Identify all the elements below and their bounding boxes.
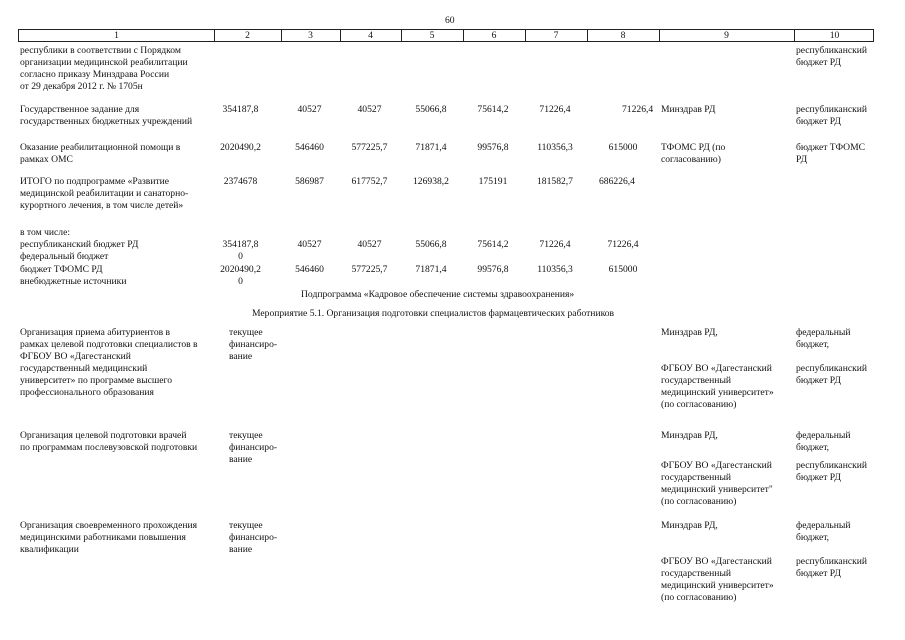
header-col-2: 2: [245, 30, 250, 41]
row-7-description: Организация своевременного прохождения: [20, 520, 198, 531]
row-7-executor: медицинский университет»: [661, 580, 774, 591]
breakdown-rep-col-3: 40527: [297, 239, 322, 250]
breakdown-rep-col-8: 71226,4: [607, 239, 639, 250]
breakdown-tfoms-col-6: 99576,8: [477, 264, 509, 275]
row-7-executor: (по согласованию): [661, 592, 737, 603]
row-7-description: квалификации: [20, 544, 79, 555]
header-col-3: 3: [308, 30, 313, 41]
row-4-col-4: 617752,7: [351, 176, 388, 187]
row-3-executor: ТФОМС РД (по: [661, 142, 726, 153]
row-3-col-4: 577225,7: [351, 142, 388, 153]
row-5-description: Организация приема абитуриентов в: [20, 327, 171, 338]
row-3-col-5: 71871,4: [415, 142, 447, 153]
row-6-executor: ФГБОУ ВО «Дагестанский: [661, 460, 772, 471]
breakdown-label: бюджет ТФОМС РД: [20, 264, 103, 275]
row-6-funding: вание: [229, 454, 253, 465]
subprogram-title: Подпрограмма «Кадровое обеспечение системы здравоохранения»: [301, 289, 575, 300]
breakdown-fed-col-2: 0: [238, 251, 243, 262]
row-1-source: бюджет РД: [796, 57, 841, 68]
breakdown-label: в том числе:: [20, 227, 71, 238]
row-6-executor: медицинский университет": [661, 484, 773, 495]
row-7-executor: ФГБОУ ВО «Дагестанский: [661, 556, 772, 567]
row-5-funding: вание: [229, 351, 253, 362]
row-1-line: от 29 декабря 2012 г. № 1705н: [20, 81, 143, 92]
row-7-funding: финансиро-: [229, 532, 278, 543]
row-4-col-7: 181582,7: [537, 176, 573, 187]
header-col-4: 4: [368, 30, 373, 41]
row-6-source: республиканский: [796, 460, 868, 471]
row-4-col-5: 126938,2: [413, 176, 449, 187]
row-6-executor: (по согласованию): [661, 496, 737, 507]
row-3-executor: согласованию): [661, 154, 721, 165]
breakdown-rep-col-5: 55066,8: [415, 239, 447, 250]
row-4-col-6: 175191: [478, 176, 508, 187]
row-6-funding: текущее: [229, 430, 263, 441]
row-4-col-3: 586987: [295, 176, 324, 187]
row-4-description: медицинской реабилитации и санаторно-: [20, 188, 189, 199]
row-7-source: бюджет РД: [796, 568, 841, 579]
row-5-description: государственный медицинский: [20, 363, 148, 374]
row-5-executor: медицинский университет»: [661, 387, 774, 398]
row-3-col-8: 615000: [608, 142, 638, 153]
breakdown-tfoms-col-2: 2020490,2: [220, 264, 261, 275]
row-6-source: бюджет РД: [796, 472, 841, 483]
row-2-col-7: 71226,4: [539, 104, 571, 115]
header-col-7: 7: [553, 30, 559, 41]
row-5-source: федеральный: [796, 327, 851, 338]
row-4-col-8: 686226,4: [599, 176, 635, 187]
row-7-funding: вание: [229, 544, 253, 555]
header-col-9: 9: [724, 30, 729, 41]
row-3-col-6: 99576,8: [477, 142, 509, 153]
row-7-source: федеральный: [796, 520, 851, 531]
header-col-5: 5: [429, 30, 435, 41]
row-2-col-5: 55066,8: [415, 104, 447, 115]
row-5-source: бюджет РД: [796, 375, 841, 386]
row-4-description: курортного лечения, в том числе детей»: [20, 200, 184, 211]
breakdown-tfoms-col-8: 615000: [608, 264, 638, 275]
row-2-col-8: 71226,4: [622, 104, 654, 115]
row-6-description: по программам послевузовской подготовки: [20, 442, 198, 453]
row-5-description: ФГБОУ ВО «Дагестанский: [20, 351, 131, 362]
breakdown-rep-col-6: 75614,2: [477, 239, 509, 250]
row-5-source: республиканский: [796, 363, 868, 374]
row-5-executor: Минздрав РД,: [661, 327, 718, 338]
row-6-executor: Минздрав РД,: [661, 430, 718, 441]
breakdown-tfoms-col-3: 546460: [295, 264, 324, 275]
row-2-description: Государственное задание для: [20, 104, 140, 115]
row-2-source: бюджет РД: [796, 116, 841, 127]
breakdown-vne-col-2: 0: [238, 276, 243, 287]
row-4-col-2: 2374678: [223, 176, 258, 187]
row-2-col-3: 40527: [297, 104, 322, 115]
row-6-funding: финансиро-: [229, 442, 278, 453]
breakdown-label: внебюджетные источники: [20, 276, 127, 287]
breakdown-tfoms-col-4: 577225,7: [351, 264, 388, 275]
row-6-executor: государственный: [661, 472, 732, 483]
row-5-funding: текущее: [229, 327, 263, 338]
row-5-description: университет» по программе высшего: [20, 375, 173, 386]
row-7-source: бюджет,: [796, 532, 830, 543]
row-3-description: рамках ОМС: [20, 154, 73, 165]
row-2-col-6: 75614,2: [477, 104, 509, 115]
row-7-description: медицинскими работниками повышения: [20, 532, 186, 543]
row-6-description: Организация целевой подготовки врачей: [20, 430, 187, 441]
row-2-col-2: 354187,8: [222, 104, 259, 115]
breakdown-label: федеральный бюджет: [20, 251, 109, 262]
row-5-description: профессионального образования: [20, 387, 154, 398]
row-6-source: бюджет,: [796, 442, 830, 453]
row-2-col-4: 40527: [357, 104, 382, 115]
row-7-source: республиканский: [796, 556, 868, 567]
row-1-line: организации медицинской реабилитации: [20, 57, 188, 68]
row-1-line: республики в соответствии с Порядком: [20, 45, 181, 56]
row-2-description: государственных бюджетных учреждений: [20, 116, 193, 127]
header-col-6: 6: [491, 30, 497, 41]
row-3-source: РД: [796, 154, 808, 165]
row-5-executor: государственный: [661, 375, 732, 386]
row-3-col-2: 2020490,2: [220, 142, 261, 153]
row-1-line: согласно приказу Минздрава России: [20, 69, 170, 80]
breakdown-tfoms-col-5: 71871,4: [415, 264, 447, 275]
breakdown-tfoms-col-7: 110356,3: [537, 264, 573, 275]
row-5-source: бюджет,: [796, 339, 830, 350]
row-5-executor: (по согласованию): [661, 399, 737, 410]
page-number: 60: [445, 15, 455, 26]
row-7-funding: текущее: [229, 520, 263, 531]
breakdown-label: республиканский бюджет РД: [20, 239, 139, 250]
row-4-description: ИТОГО по подпрограмме «Развитие: [20, 176, 170, 187]
breakdown-rep-col-2: 354187,8: [222, 239, 259, 250]
header-col-8: 8: [620, 30, 626, 41]
row-2-source: республиканский: [796, 104, 868, 115]
header-col-10: 10: [829, 30, 840, 41]
row-7-executor: государственный: [661, 568, 732, 579]
row-3-description: Оказание реабилитационной помощи в: [20, 142, 181, 153]
column-number-header: [18, 29, 874, 42]
breakdown-rep-col-4: 40527: [357, 239, 382, 250]
row-3-col-7: 110356,3: [537, 142, 573, 153]
row-1-source: республиканский: [796, 45, 868, 56]
measure-title: Мероприятие 5.1. Организация подготовки специалистов фармацевтических работников: [252, 308, 615, 319]
row-2-executor: Минздрав РД: [661, 104, 716, 115]
row-7-executor: Минздрав РД,: [661, 520, 718, 531]
header-col-1: 1: [114, 30, 119, 41]
row-5-description: рамках целевой подготовки специалистов в: [20, 339, 198, 350]
breakdown-rep-col-7: 71226,4: [539, 239, 571, 250]
row-6-source: федеральный: [796, 430, 851, 441]
row-3-source: бюджет ТФОМС: [796, 142, 865, 153]
row-5-executor: ФГБОУ ВО «Дагестанский: [661, 363, 772, 374]
row-5-funding: финансиро-: [229, 339, 278, 350]
row-3-col-3: 546460: [295, 142, 324, 153]
